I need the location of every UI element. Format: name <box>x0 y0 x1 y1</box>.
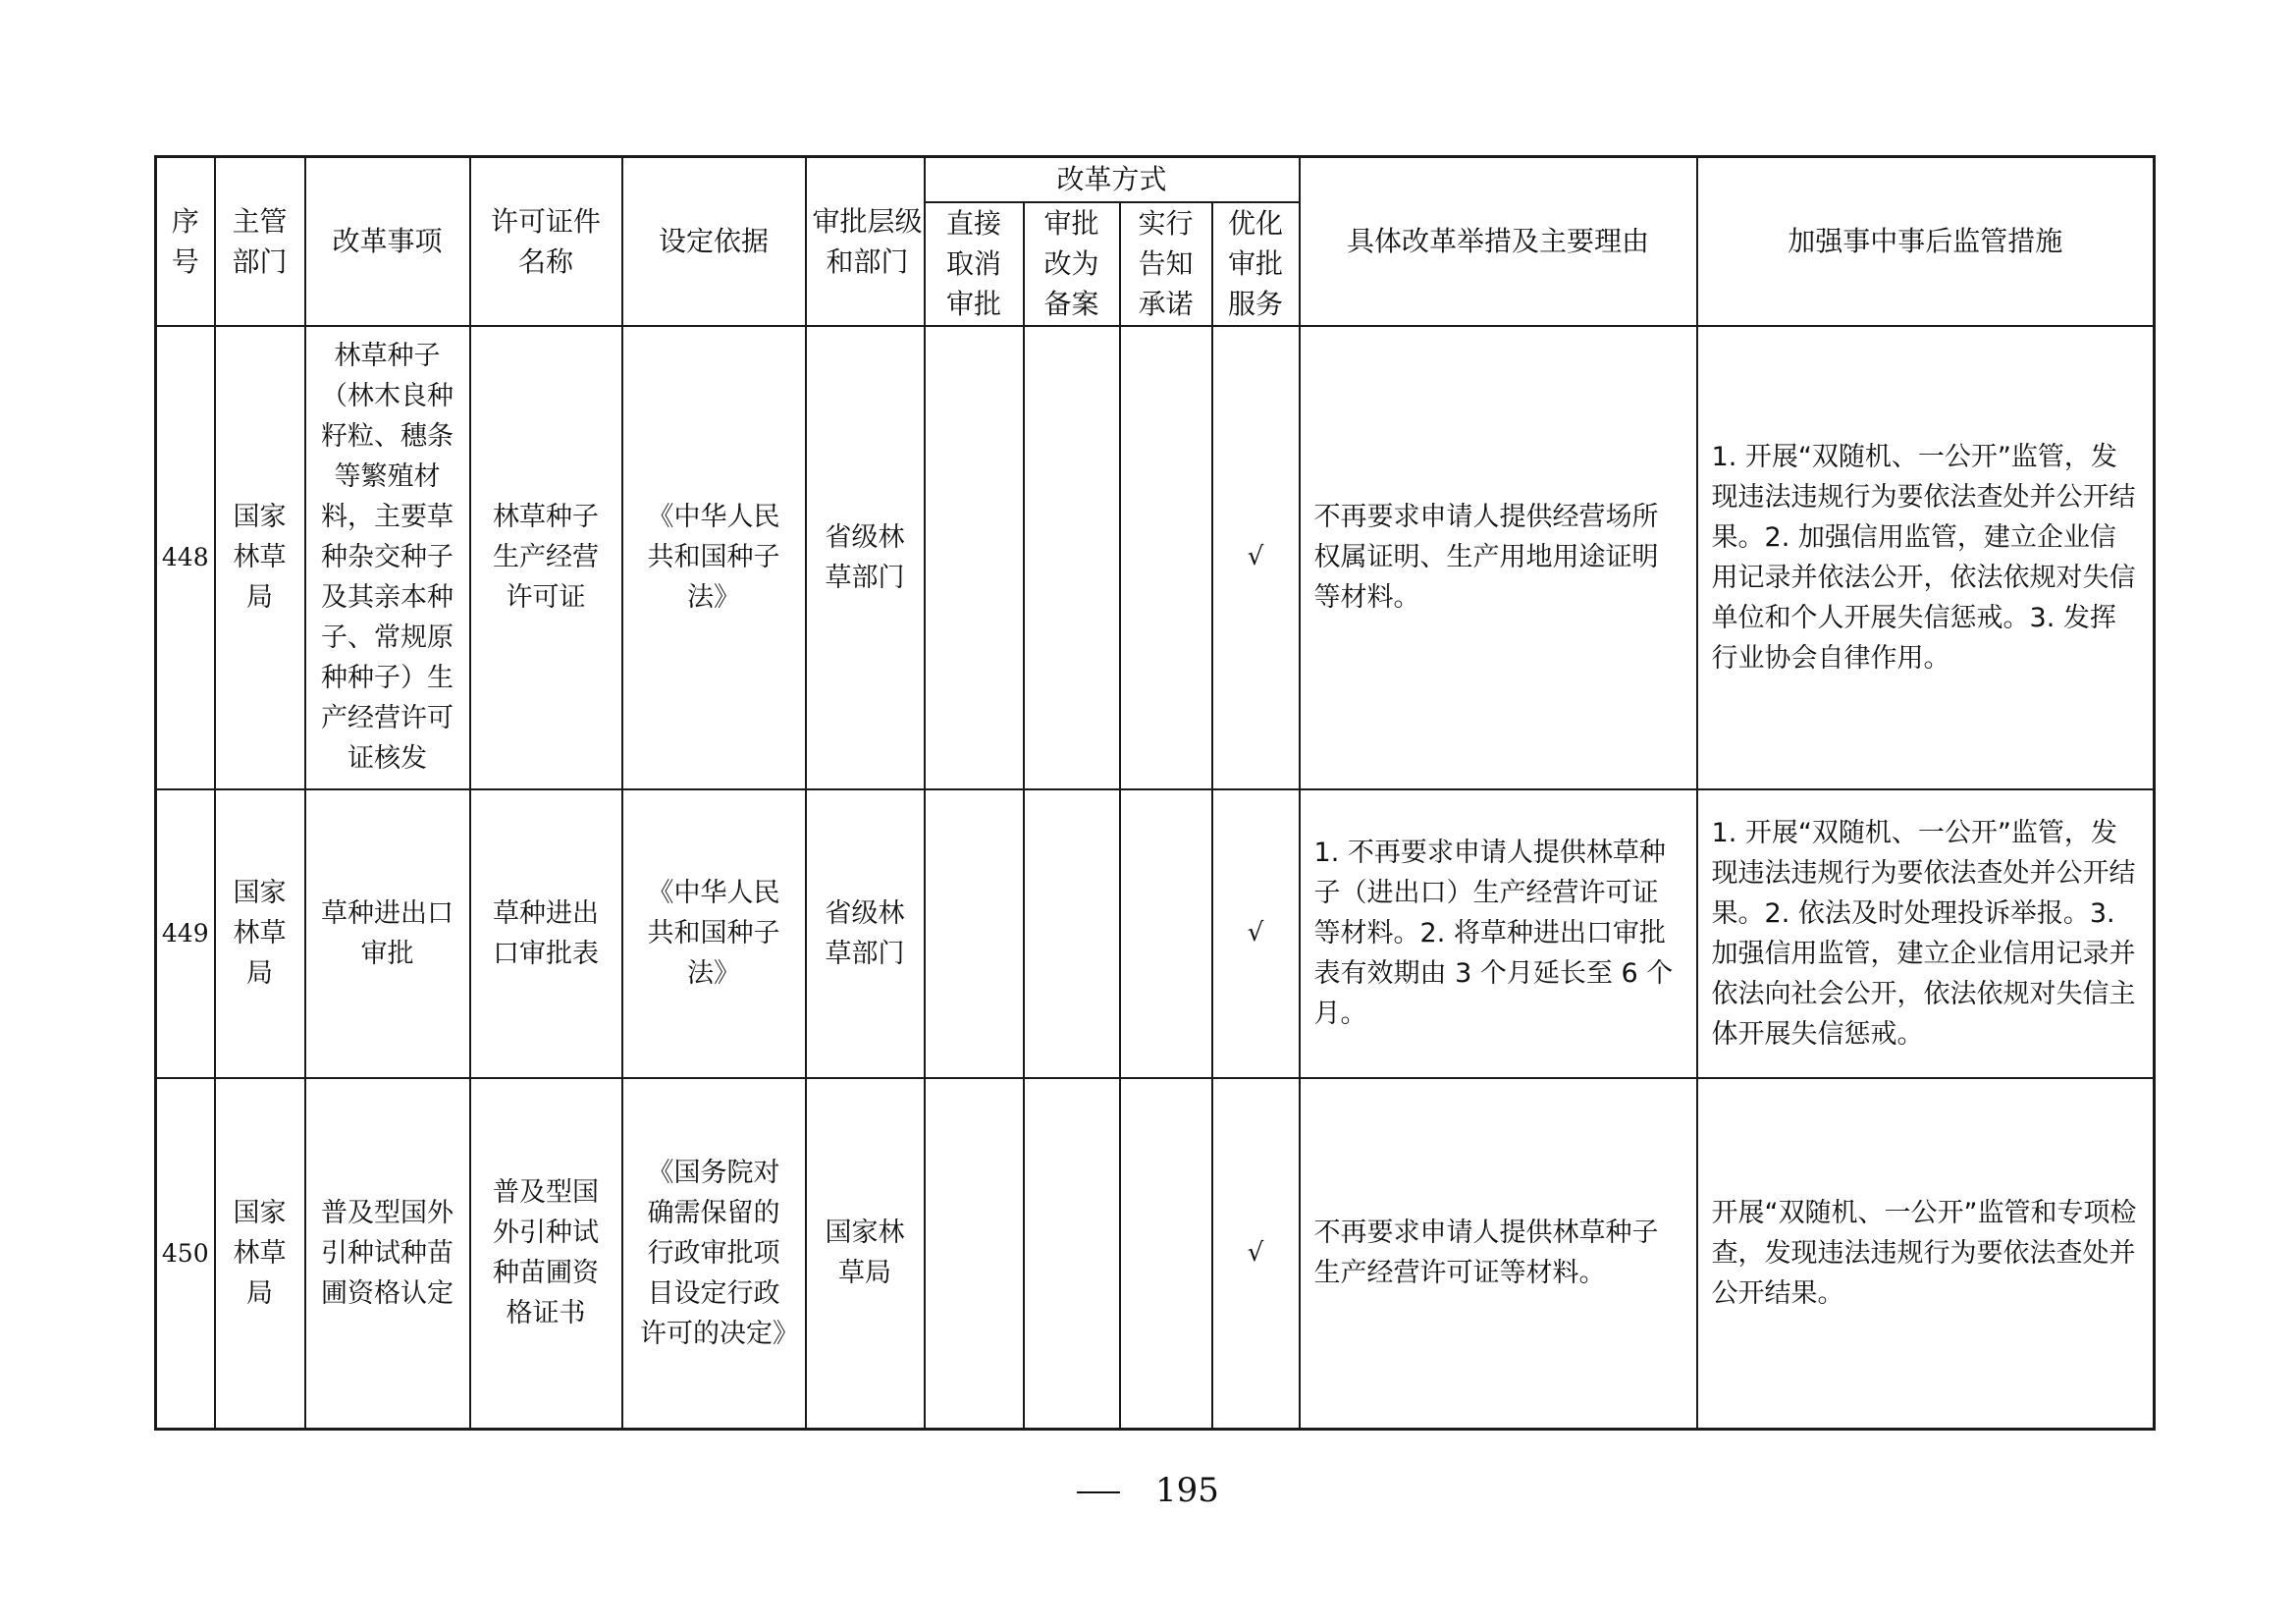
row-basis-text: 《中华人民共和国种子法》 <box>647 878 780 989</box>
row-mode-cancel <box>925 1078 1024 1430</box>
row-level <box>806 1078 925 1430</box>
row-license-text: 普及型国外引种试种苗圃资格证书 <box>493 1177 599 1329</box>
row-license <box>470 789 622 1078</box>
table-row <box>156 326 2155 789</box>
row-mode-cancel <box>925 326 1024 789</box>
row-dept <box>215 1078 305 1430</box>
row-item-text: 林草种子（林木良种籽粒、穗条等繁殖材料，主要草种杂交种子及其亲本种子、常规原种种子）生产经营许可证核发 <box>321 341 454 774</box>
table-row <box>156 789 2155 1078</box>
row-measures: 不再要求申请人提供林草种子生产经营许可证等材料。 <box>1300 1078 1697 1430</box>
header-license <box>470 157 622 326</box>
header-mode-optimize-text: 优化审批服务 <box>1227 207 1283 320</box>
header-seq <box>156 157 215 326</box>
header-mode-optimize <box>1212 202 1300 326</box>
row-license <box>470 326 622 789</box>
footer-dash <box>1077 1491 1120 1493</box>
page-number: 195 <box>1155 1471 1219 1510</box>
row-level <box>806 326 925 789</box>
header-item-text: 改革事项 <box>332 225 443 258</box>
row-measures: 1. 不再要求申请人提供林草种子（进出口）生产经营许可证等材料。2. 将草种进出口审批表有效期由 3 个月延长至 6 个月。 <box>1300 789 1697 1078</box>
header-reform-group-text: 改革方式 <box>1056 163 1167 196</box>
header-measures-text: 具体改革举措及主要理由 <box>1347 225 1650 258</box>
row-mode-promise <box>1120 789 1212 1078</box>
row-measures: 不再要求申请人提供经营场所权属证明、生产用地用途证明等材料。 <box>1300 326 1697 789</box>
row-license-text: 草种进出口审批表 <box>493 897 599 969</box>
header-basis <box>622 157 806 326</box>
header-supervision-text: 加强事中事后监管措施 <box>1788 225 2063 258</box>
header-measures <box>1300 157 1697 326</box>
check-mark: √ <box>1212 326 1300 789</box>
row-item <box>305 326 470 789</box>
row-item <box>305 1078 470 1430</box>
header-license-text: 许可证件名称 <box>490 204 601 278</box>
row-level-text: 省级林草部门 <box>825 521 905 593</box>
row-basis-text: 《国务院对确需保留的行政审批项目设定行政许可的决定》 <box>640 1157 799 1349</box>
page-footer <box>0 1471 2296 1510</box>
header-mode-filing <box>1024 202 1120 326</box>
row-level-text: 省级林草部门 <box>825 897 905 969</box>
row-dept-text: 国家林草局 <box>233 878 287 989</box>
header-reform-group <box>925 157 1300 202</box>
header-level <box>806 157 925 326</box>
row-basis <box>622 326 806 789</box>
row-dept <box>215 326 305 789</box>
header-basis-text: 设定依据 <box>658 225 769 258</box>
row-item-text: 普及型国外引种试种苗圃资格认定 <box>321 1197 454 1309</box>
row-mode-cancel <box>925 789 1024 1078</box>
row-seq: 450 <box>156 1078 215 1430</box>
check-mark: √ <box>1212 789 1300 1078</box>
row-seq: 448 <box>156 326 215 789</box>
header-mode-cancel <box>925 202 1024 326</box>
row-seq: 449 <box>156 789 215 1078</box>
row-mode-filing <box>1024 326 1120 789</box>
header-seq-text: 序号 <box>171 204 199 278</box>
row-license <box>470 1078 622 1430</box>
row-basis-text: 《中华人民共和国种子法》 <box>647 502 780 613</box>
row-mode-promise <box>1120 1078 1212 1430</box>
header-mode-promise-text: 实行告知承诺 <box>1138 207 1194 320</box>
header-mode-filing-text: 审批改为备案 <box>1043 207 1099 320</box>
row-level <box>806 789 925 1078</box>
row-supervision: 开展“双随机、一公开”监管和专项检查，发现违法违规行为要依法查处并公开结果。 <box>1697 1078 2155 1430</box>
row-level-text: 国家林草局 <box>825 1218 905 1289</box>
row-mode-promise <box>1120 326 1212 789</box>
row-mode-filing <box>1024 1078 1120 1430</box>
check-mark: √ <box>1212 1078 1300 1430</box>
table-row <box>156 1078 2155 1430</box>
reform-table <box>154 155 2156 1431</box>
header-item <box>305 157 470 326</box>
header-dept <box>215 157 305 326</box>
row-supervision: 1. 开展“双随机、一公开”监管，发现违法违规行为要依法查处并公开结果。2. 加强信用监管，建立企业信用记录并依法公开，依法依规对失信单位和个人开展失信惩戒。3. 发挥行业协会自律作用。 <box>1697 326 2155 789</box>
row-license-text: 林草种子生产经营许可证 <box>493 502 599 613</box>
header-supervision <box>1697 157 2155 326</box>
row-dept <box>215 789 305 1078</box>
row-basis <box>622 789 806 1078</box>
row-basis <box>622 1078 806 1430</box>
row-item-text: 草种进出口审批 <box>321 897 454 969</box>
row-dept-text: 国家林草局 <box>233 502 287 613</box>
header-mode-promise <box>1120 202 1212 326</box>
header-dept-text: 主管部门 <box>232 204 288 278</box>
row-supervision: 1. 开展“双随机、一公开”监管，发现违法违规行为要依法查处并公开结果。2. 依法及时处理投诉举报。3. 加强信用监管，建立企业信用记录并依法向社会公开，依法依规对失信主体开展失信惩戒。 <box>1697 789 2155 1078</box>
header-level-text: 审批层级和部门 <box>812 204 923 278</box>
row-item <box>305 789 470 1078</box>
row-mode-filing <box>1024 789 1120 1078</box>
row-dept-text: 国家林草局 <box>233 1197 287 1309</box>
header-mode-cancel-text: 直接取消审批 <box>945 207 1001 320</box>
